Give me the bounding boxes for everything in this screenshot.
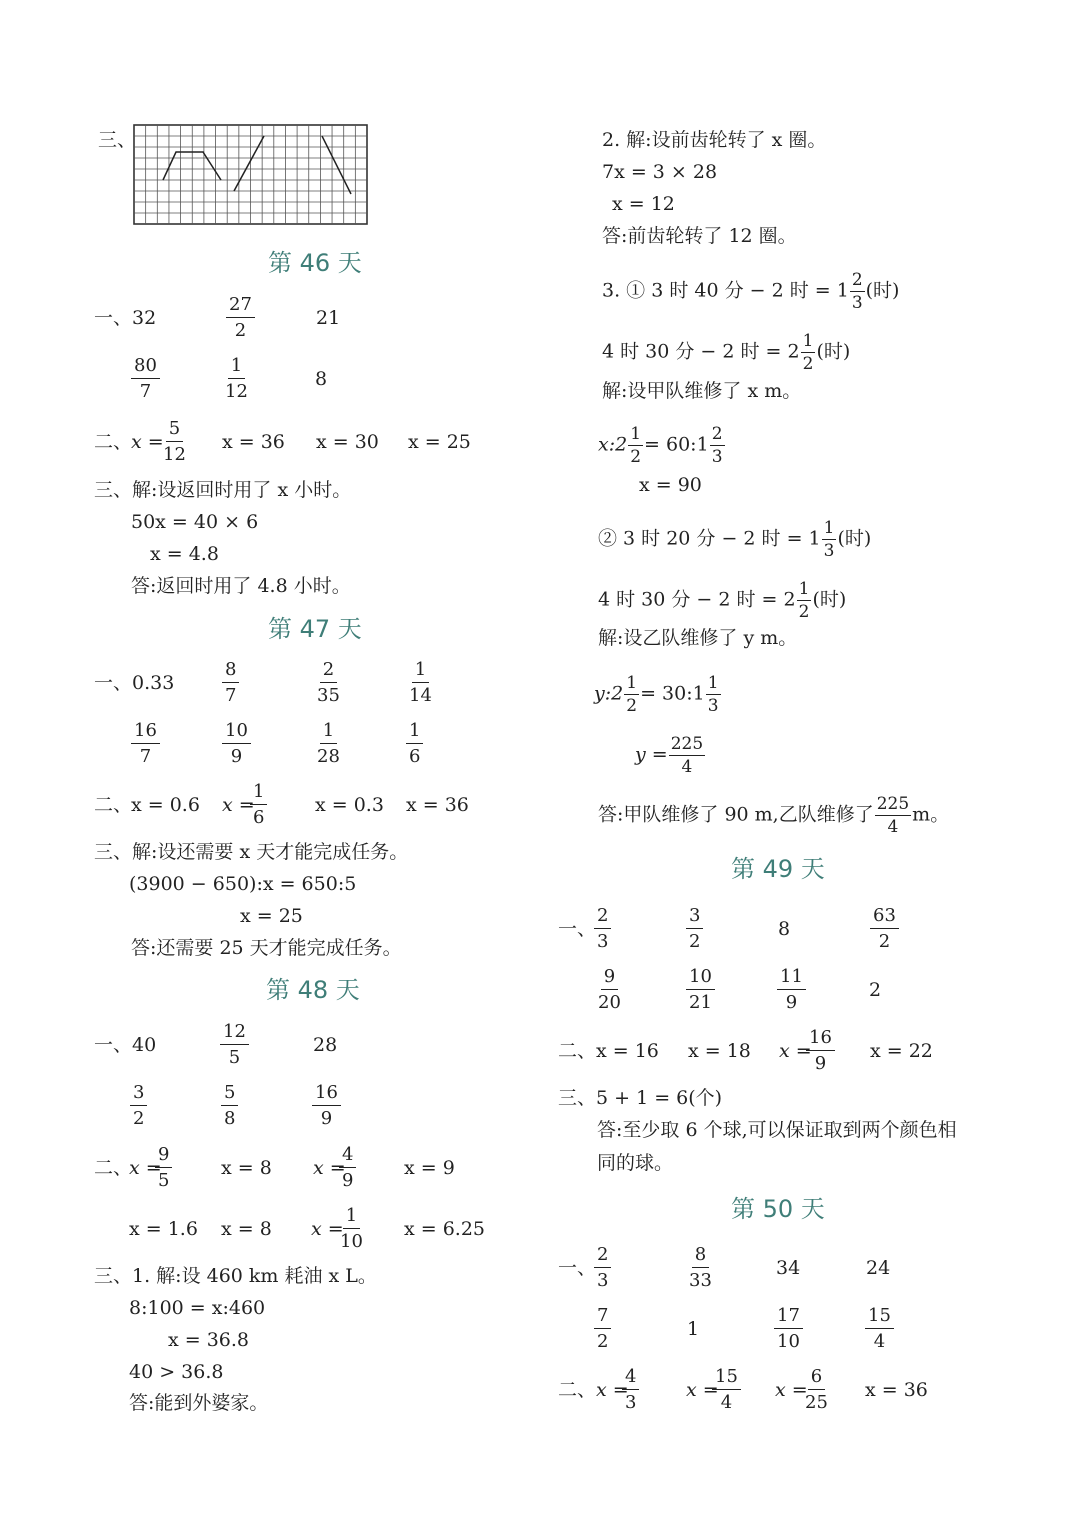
q3-row11: 答:甲队维修了 90 m,乙队维修了 $\frac{225}{4}$ m。 <box>598 794 950 837</box>
d47-p1-label: 一、 <box>94 672 133 694</box>
d47-p3-line1: 三、解:设还需要 x 天才能完成任务。 <box>94 841 409 863</box>
d48-p3-line1: 三、1. 解:设 460 km 耗油 x L。 <box>94 1265 377 1287</box>
q3-row3: 解:设甲队维修了 x m。 <box>602 380 802 402</box>
q3-row5: x = 90 <box>639 474 702 496</box>
d48-p3-line2: 8:100 = x:460 <box>129 1297 266 1319</box>
d47-p1-f1: 8 7 <box>222 659 239 706</box>
d50-p2-label: 二、 <box>558 1379 597 1401</box>
d47-p1-f4: 16 7 <box>131 720 160 767</box>
d50-p1-v2: 24 <box>866 1257 891 1279</box>
d47-p3-line3: x = 25 <box>240 905 303 927</box>
q2-line2: 7x = 3 × 28 <box>602 161 718 183</box>
d48-p3-line5: 答:能到外婆家。 <box>129 1392 269 1414</box>
d48-p2-e2: x = 8 <box>221 1157 272 1179</box>
d49-p2-e3: x = <box>779 1040 812 1062</box>
d48-p2-f2: 4 9 <box>339 1144 356 1191</box>
q3-row6: ② 3 时 20 分 − 2 时 = 1 $\frac{1}{3}$ (时) <box>598 518 872 561</box>
d50-p1-f2: 8 33 <box>689 1244 712 1291</box>
d48-p2-e3: x = <box>313 1157 346 1179</box>
d47-p3-line4: 答:还需要 25 天才能完成任务。 <box>131 937 402 959</box>
d49-p1-f6: 11 9 <box>777 966 806 1013</box>
d48-p2-e8: x = 6.25 <box>404 1218 486 1240</box>
d46-p1-f2: 80 7 <box>131 355 160 402</box>
q3-row4: x:2 $\frac{1}{2}$ = 60:1 $\frac{2}{3}$ <box>598 424 723 467</box>
grid-drawing <box>133 124 369 226</box>
d47-p1-v1: 0.33 <box>132 672 175 694</box>
d48-p1-v1: 40 <box>132 1034 157 1056</box>
d48-p1-f4: 16 9 <box>312 1082 341 1129</box>
d47-p1-f5: 10 9 <box>222 720 251 767</box>
d46-p1-f3: 1 12 <box>225 355 248 402</box>
d46-p2-e3: x = 30 <box>316 431 379 453</box>
q2-line1: 2. 解:设前齿轮转了 x 圈。 <box>602 129 827 151</box>
d48-p1-label: 一、 <box>94 1034 133 1056</box>
d48-p1-f2: 3 2 <box>130 1082 147 1129</box>
d46-p2-e2: x = 36 <box>222 431 285 453</box>
d46-p2-e1: x = <box>131 431 164 453</box>
d48-p2-f1: 9 5 <box>155 1144 172 1191</box>
d49-p3-line1: 三、5 + 1 = 6(个) <box>558 1087 723 1109</box>
q3-row2: 4 时 30 分 − 2 时 = 2 $\frac{1}{2}$ (时) <box>602 331 851 374</box>
d48-p2-e1: x = <box>129 1157 162 1179</box>
d46-p1-v3: 8 <box>315 368 328 390</box>
d46-p1-label: 一、 <box>94 307 133 329</box>
d49-p2-e2: x = 18 <box>688 1040 751 1062</box>
d50-p1-v1: 34 <box>776 1257 801 1279</box>
day46-title: 第 46 天 <box>268 249 362 277</box>
d49-p1-v1: 8 <box>778 918 791 940</box>
d46-p3-line4: 答:返回时用了 4.8 小时。 <box>131 575 351 597</box>
d50-p2-e3: x = <box>775 1379 808 1401</box>
q2-line4: 答:前齿轮转了 12 圈。 <box>602 225 797 247</box>
d49-p2-e1: x = 16 <box>596 1040 659 1062</box>
d48-p1-f1: 12 5 <box>220 1021 249 1068</box>
d48-p2-e4: x = 9 <box>404 1157 455 1179</box>
d48-p2-e6: x = 8 <box>221 1218 272 1240</box>
grid-label: 三、 <box>98 129 137 151</box>
d48-p2-label: 二、 <box>94 1157 133 1179</box>
d49-p3-line2: 答:至少取 6 个球,可以保证取到两个颜色相 <box>597 1119 957 1141</box>
q3-row7: 4 时 30 分 − 2 时 = 2 $\frac{1}{2}$ (时) <box>598 579 847 622</box>
d48-p3-line3: x = 36.8 <box>168 1329 250 1351</box>
d46-p2-e4: x = 25 <box>408 431 471 453</box>
d50-p2-e1: x = <box>596 1379 629 1401</box>
d47-p2-f1: 1 6 <box>250 781 267 828</box>
day48-title: 第 48 天 <box>266 976 360 1004</box>
q3-row1: 3. ① 3 时 40 分 − 2 时 = 1 $\frac{2}{3}$ (时) <box>602 270 900 313</box>
d49-p1-f3: 63 2 <box>870 905 899 952</box>
d50-p1-f4: 17 10 <box>774 1305 803 1352</box>
d46-p1-f1: 27 2 <box>226 294 255 341</box>
d47-p1-f7: 1 6 <box>406 720 423 767</box>
d50-p1-v3: 1 <box>687 1318 700 1340</box>
d49-p3-line3: 同的球。 <box>597 1152 674 1174</box>
d47-p2-e2: x = <box>222 794 255 816</box>
q3-row10: y = $\frac{225}{4}$ <box>635 734 704 777</box>
d49-p2-e4: x = 22 <box>870 1040 933 1062</box>
d48-p2-e5: x = 1.6 <box>129 1218 198 1240</box>
d46-p2-f1: 5 12 <box>163 418 186 465</box>
d47-p1-f2: 2 35 <box>317 659 340 706</box>
d46-p2-label: 二、 <box>94 431 133 453</box>
d50-p2-f2: 15 4 <box>712 1366 741 1413</box>
d47-p1-f3: 1 14 <box>409 659 432 706</box>
q2-line3: x = 12 <box>612 193 675 215</box>
d46-p1-v2: 21 <box>316 307 341 329</box>
d50-p1-f1: 2 3 <box>594 1244 611 1291</box>
d49-p2-label: 二、 <box>558 1040 597 1062</box>
d47-p2-e3: x = 0.3 <box>315 794 384 816</box>
q3-row8: 解:设乙队维修了 y m。 <box>598 627 798 649</box>
d47-p1-f6: 1 28 <box>317 720 340 767</box>
d48-p2-e7: x = <box>311 1218 344 1240</box>
d49-p1-v2: 2 <box>869 979 882 1001</box>
d47-p2-e4: x = 36 <box>406 794 469 816</box>
d46-p3-line3: x = 4.8 <box>150 543 219 565</box>
d48-p1-f3: 5 8 <box>221 1082 238 1129</box>
d47-p3-line2: (3900 − 650):x = 650:5 <box>129 873 357 895</box>
d50-p1-f5: 15 4 <box>865 1305 894 1352</box>
day50-title: 第 50 天 <box>731 1195 825 1223</box>
d49-p1-f4: 9 20 <box>598 966 621 1013</box>
d47-p2-label: 二、 <box>94 794 133 816</box>
d50-p2-f1: 4 3 <box>622 1366 639 1413</box>
d49-p1-f5: 10 21 <box>686 966 715 1013</box>
d49-p1-f1: 2 3 <box>594 905 611 952</box>
day49-title: 第 49 天 <box>731 855 825 883</box>
d50-p2-f3: 6 25 <box>805 1366 828 1413</box>
d50-p2-e4: x = 36 <box>865 1379 928 1401</box>
d46-p3-line2: 50x = 40 × 6 <box>131 511 259 533</box>
d47-p2-e1: x = 0.6 <box>131 794 200 816</box>
day47-title: 第 47 天 <box>268 615 362 643</box>
d46-p3-line1: 三、解:设返回时用了 x 小时。 <box>94 479 352 501</box>
d49-p1-f2: 3 2 <box>686 905 703 952</box>
q3-row9: y:2 $\frac{1}{2}$ = 30:1 $\frac{1}{3}$ <box>594 673 719 716</box>
d46-p1-v1: 32 <box>132 307 157 329</box>
d49-p1-label: 一、 <box>558 918 597 940</box>
d49-p2-f1: 16 9 <box>806 1027 835 1074</box>
d48-p3-line4: 40 > 36.8 <box>129 1361 224 1383</box>
d48-p1-v2: 28 <box>313 1034 338 1056</box>
d50-p1-f3: 7 2 <box>594 1305 611 1352</box>
d48-p2-f3: 1 10 <box>340 1205 363 1252</box>
d50-p1-label: 一、 <box>558 1257 597 1279</box>
d50-p2-e2: x = <box>686 1379 719 1401</box>
